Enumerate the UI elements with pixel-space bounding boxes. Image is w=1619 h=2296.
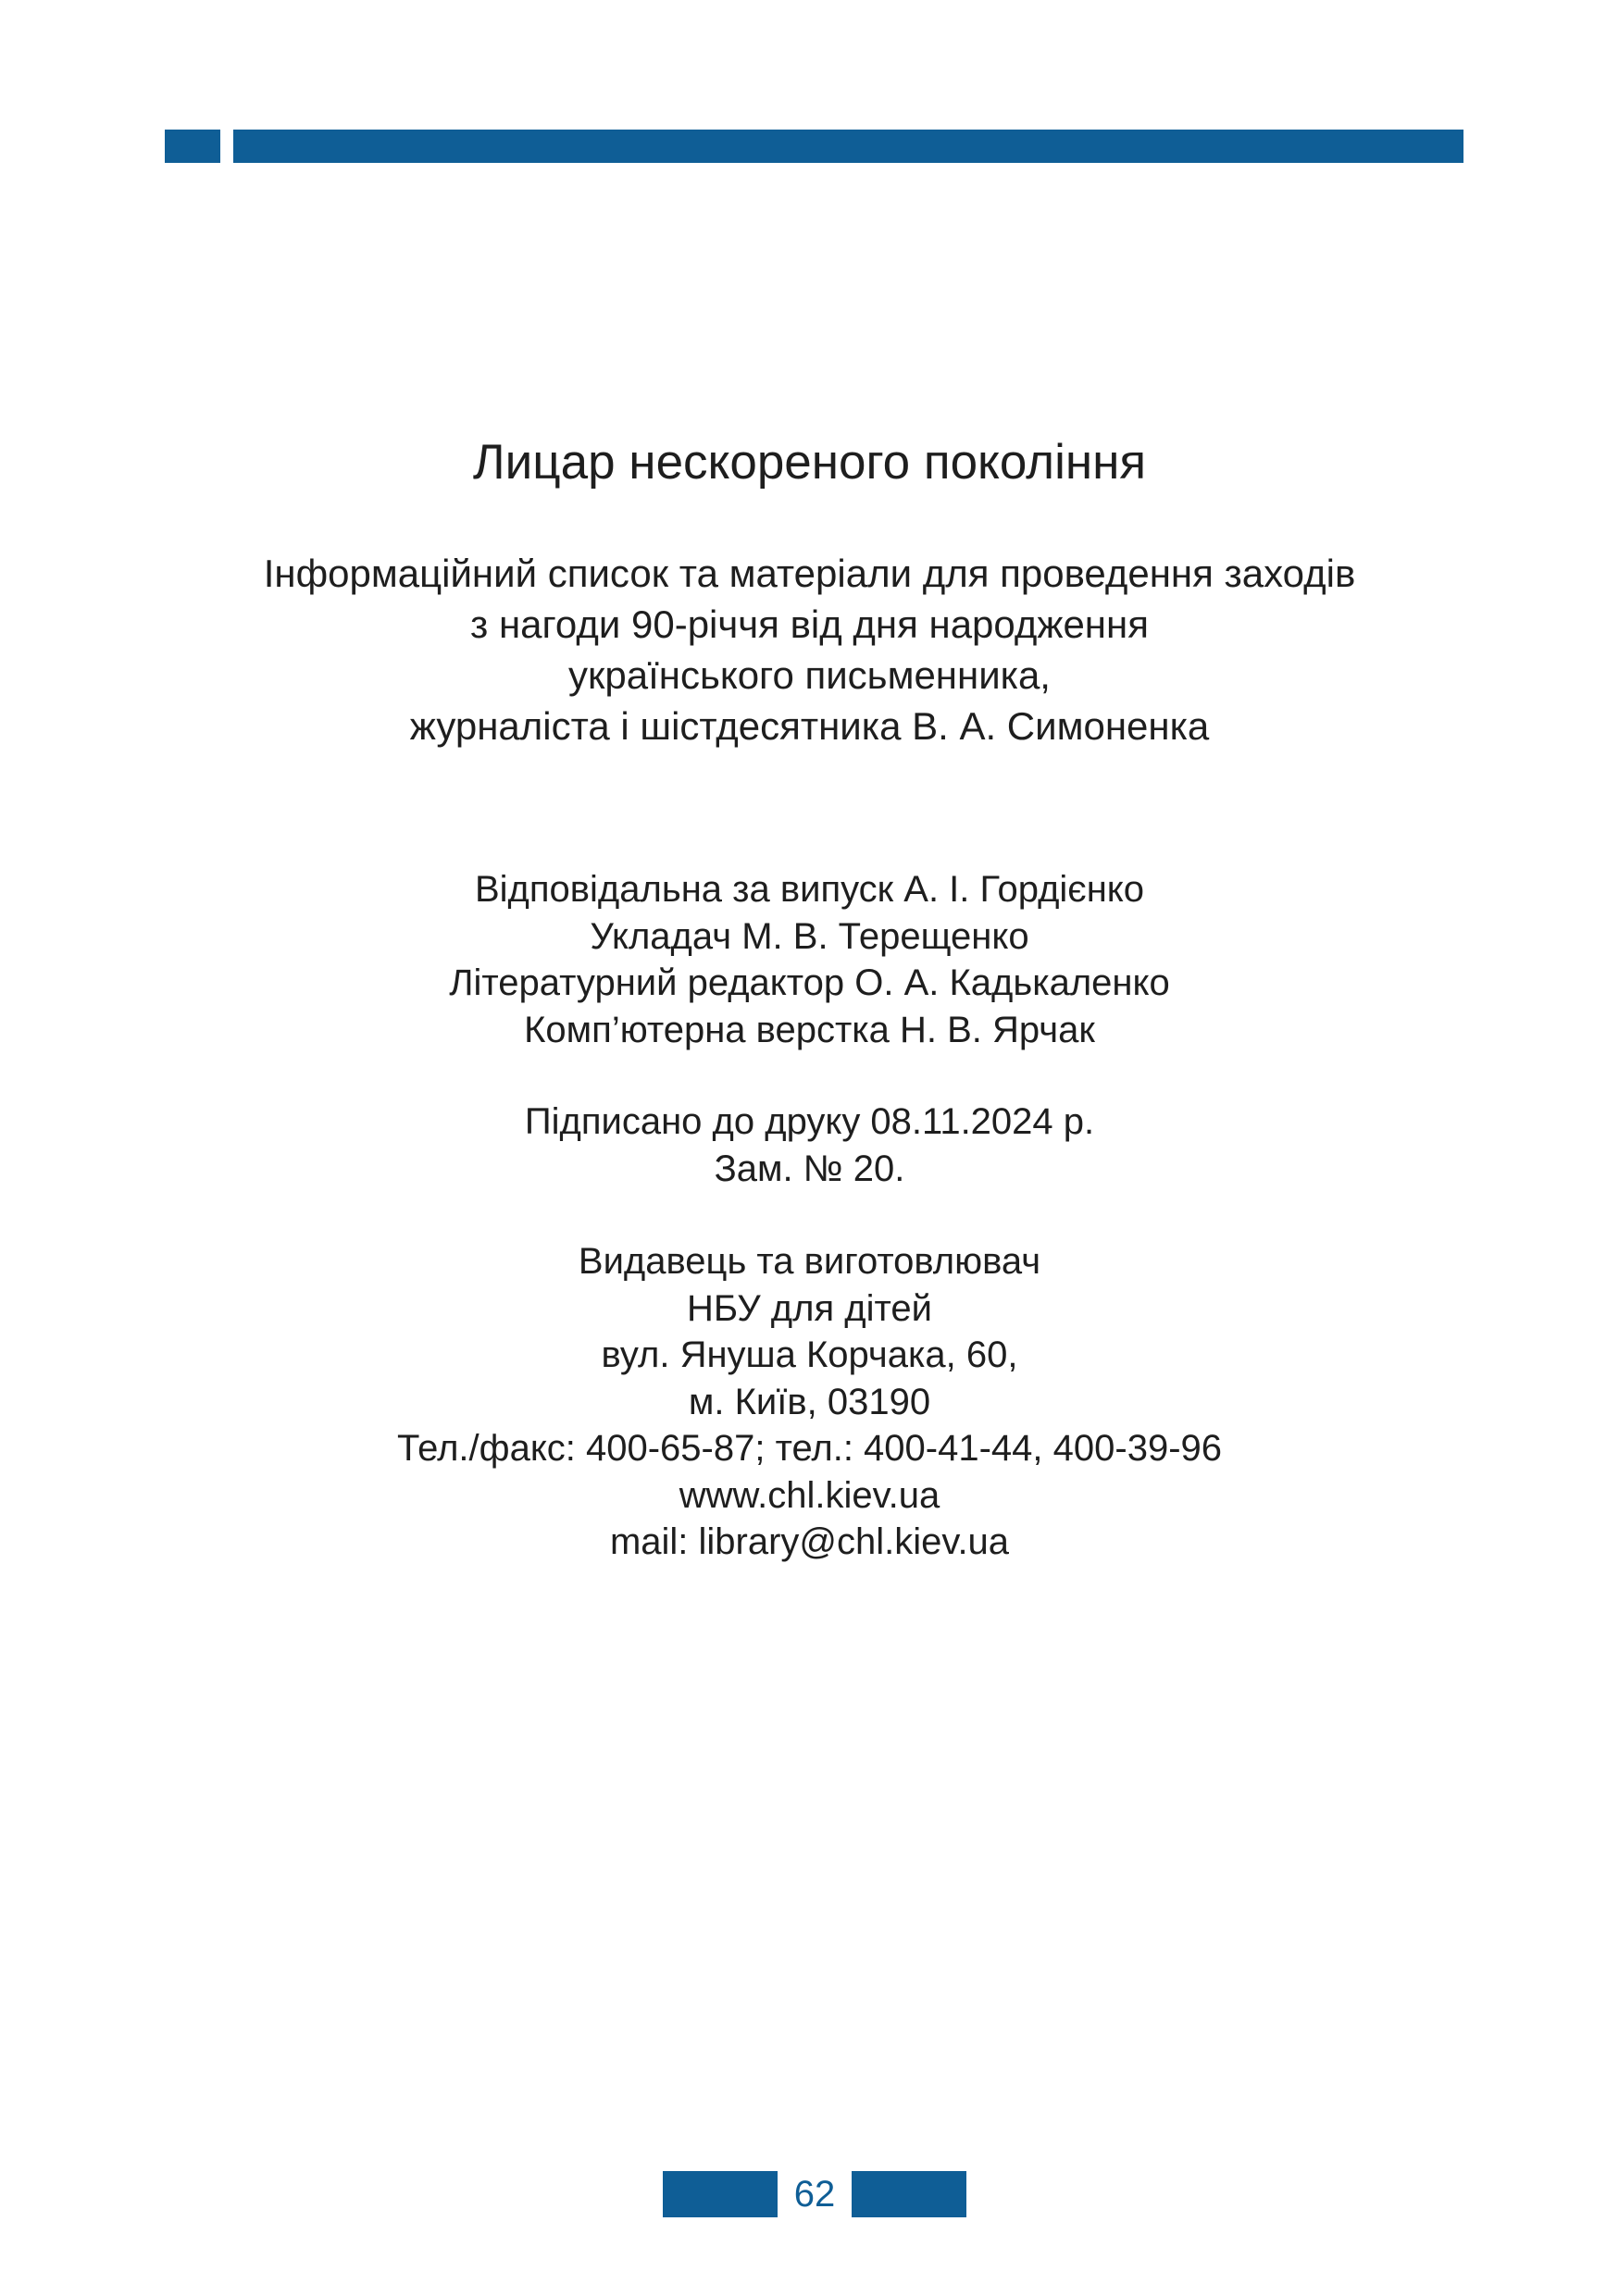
publisher-phones: Тел./факс: 400-65-87; тел.: 400-41-44, 400-39-96 [396,1428,1222,1469]
publisher-email: mail: library@chl.kiev.ua [609,1521,1010,1562]
publisher-block [0,1238,1619,1566]
document-title: Лицар нескореного покоління [472,435,1147,490]
subtitle-line: з нагоди 90-річчя від дня народження [470,602,1149,646]
publisher-city: м. Київ, 03190 [688,1381,931,1422]
footer-bar-right [852,2171,966,2217]
credit-editor: Літературний редактор О. А. Кадькаленко [449,962,1170,1003]
header-bar-long [233,130,1463,163]
credit-layout: Комп’ютерна верстка Н. В. Ярчак [524,1009,1095,1050]
credit-compiler: Укладач М. В. Терещенко [590,915,1029,957]
publisher-name: НБУ для дітей [687,1287,932,1329]
publisher-street: вул. Януша Корчака, 60, [601,1334,1018,1375]
subtitle-line: українського письменника, [568,653,1051,697]
header-bar-small [165,130,220,163]
print-date: Підписано до друку 08.11.2024 р. [524,1101,1095,1142]
page-number: 62 [793,2174,836,2215]
credits-block [0,866,1619,1053]
subtitle-line: журналіста і шістдесятника В. А. Симоненка [409,704,1210,748]
footer-bar-left [663,2171,778,2217]
print-info-block [0,1098,1619,1192]
document-subtitle [0,548,1619,751]
publisher-website: www.chl.kiev.ua [679,1474,940,1516]
publisher-label: Видавець та виготовлювач [578,1241,1041,1282]
subtitle-line: Інформаційний список та матеріали для проведення заходів [263,552,1356,595]
order-number: Зам. № 20. [714,1148,905,1189]
credit-responsible: Відповідальна за випуск А. І. Гордієнко [474,869,1144,910]
